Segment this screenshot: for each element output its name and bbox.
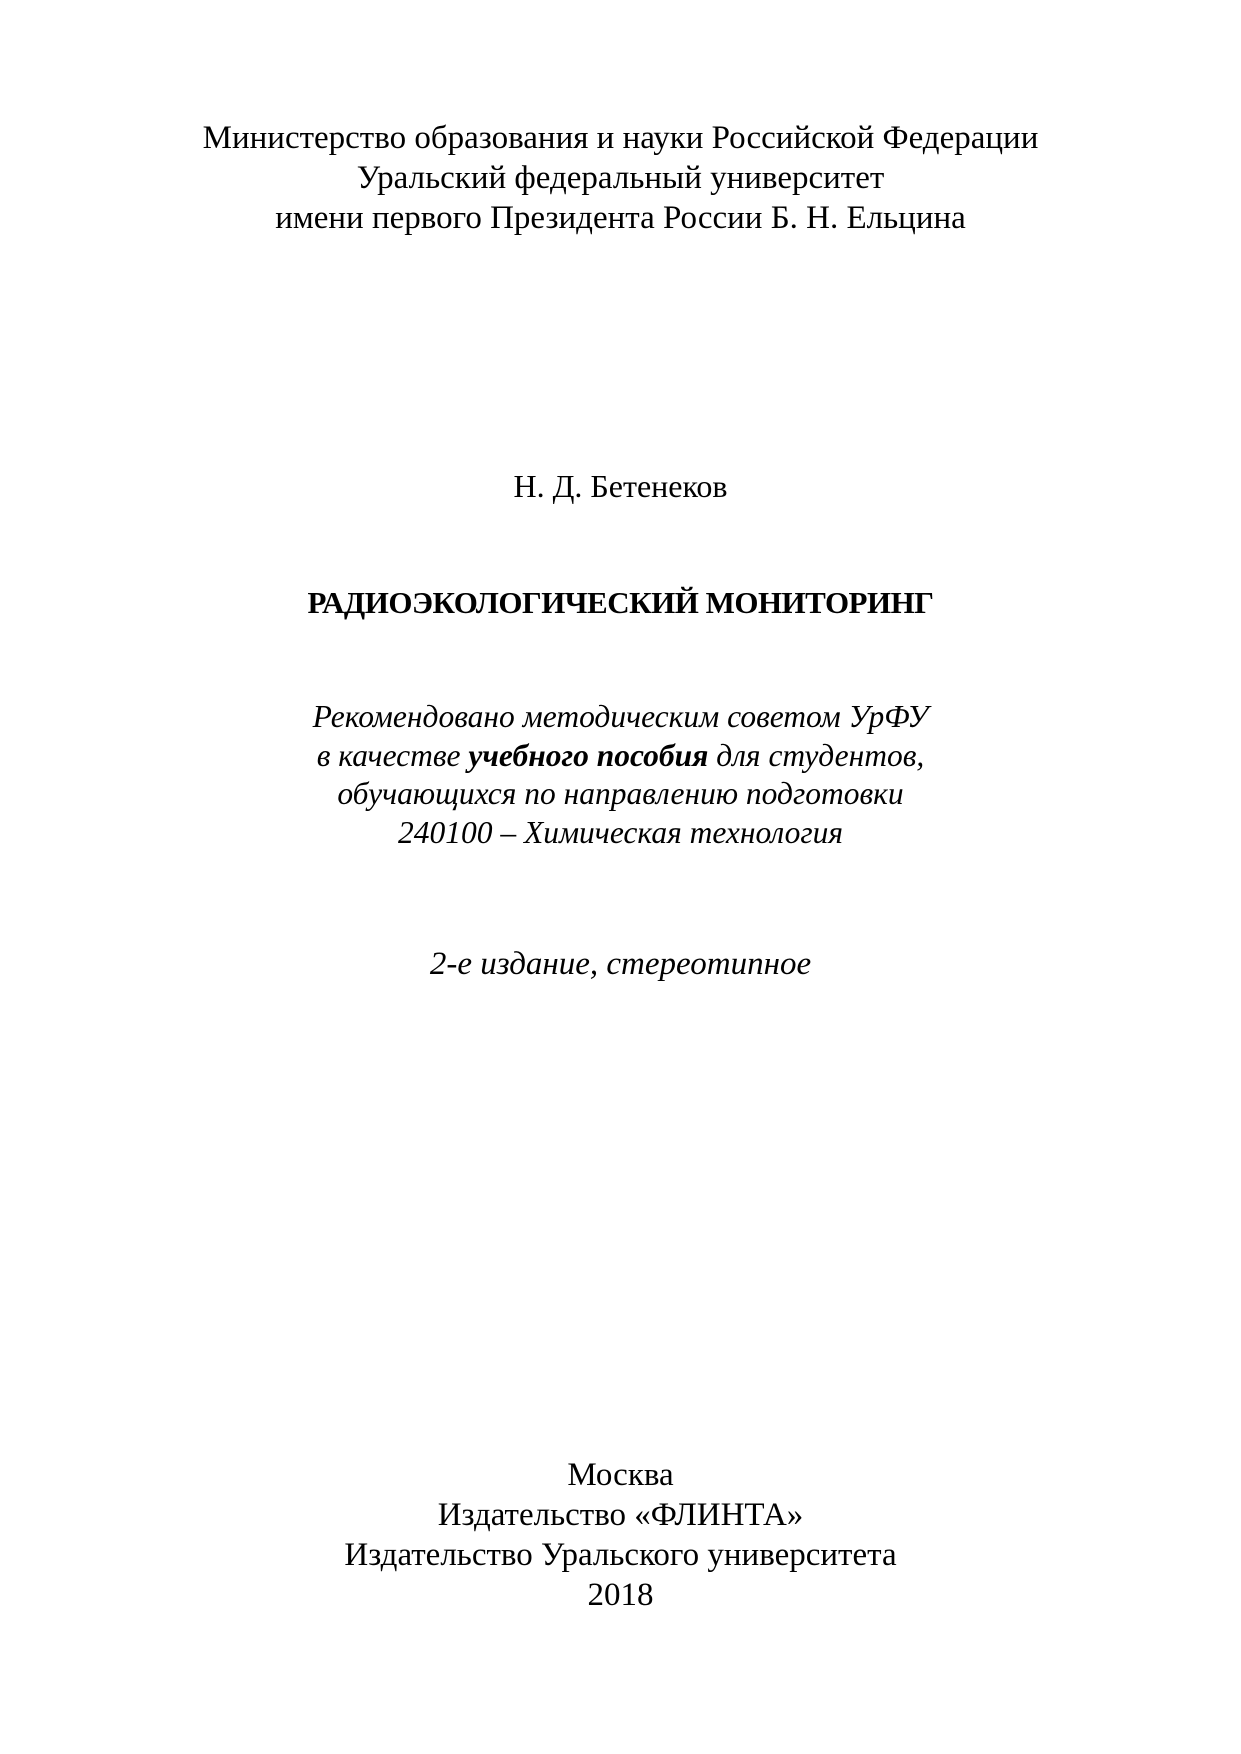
recommendation-line-4: 240100 – Химическая технология bbox=[397, 814, 844, 850]
recommendation-line-2 bbox=[0, 737, 1241, 776]
imprint bbox=[0, 1455, 1241, 1615]
institution-header bbox=[0, 118, 1241, 238]
recommendation-line-2-suffix: для студентов, bbox=[708, 737, 925, 773]
university-line: Уральский федеральный университет bbox=[356, 160, 885, 196]
recommendation-line-2-prefix: в качестве bbox=[316, 737, 469, 773]
recommendation-line-3: обучающихся по направлению подготовки bbox=[337, 776, 904, 811]
recommendation-line-1: Рекомендовано методическим советом УрФУ bbox=[312, 699, 929, 734]
imprint-publisher-ural: Издательство Уральского университета bbox=[344, 1537, 897, 1573]
textbook-type-emphasis: учебного пособия bbox=[468, 737, 709, 773]
book-title: РАДИОЭКОЛОГИЧЕСКИЙ МОНИТОРИНГ bbox=[307, 585, 934, 620]
imprint-city: Москва bbox=[567, 1457, 674, 1493]
imprint-year: 2018 bbox=[587, 1577, 654, 1613]
ministry-line: Министерство образования и науки Российской Федерации bbox=[202, 120, 1039, 156]
university-name-line: имени первого Президента России Б. Н. Ельцина bbox=[275, 200, 966, 236]
imprint-publisher-flinta: Издательство «ФЛИНТА» bbox=[437, 1497, 804, 1533]
author-name: Н. Д. Бетенеков bbox=[513, 468, 728, 504]
edition-note: 2-е издание, стереотипное bbox=[429, 946, 812, 982]
recommendation-note bbox=[0, 698, 1241, 852]
